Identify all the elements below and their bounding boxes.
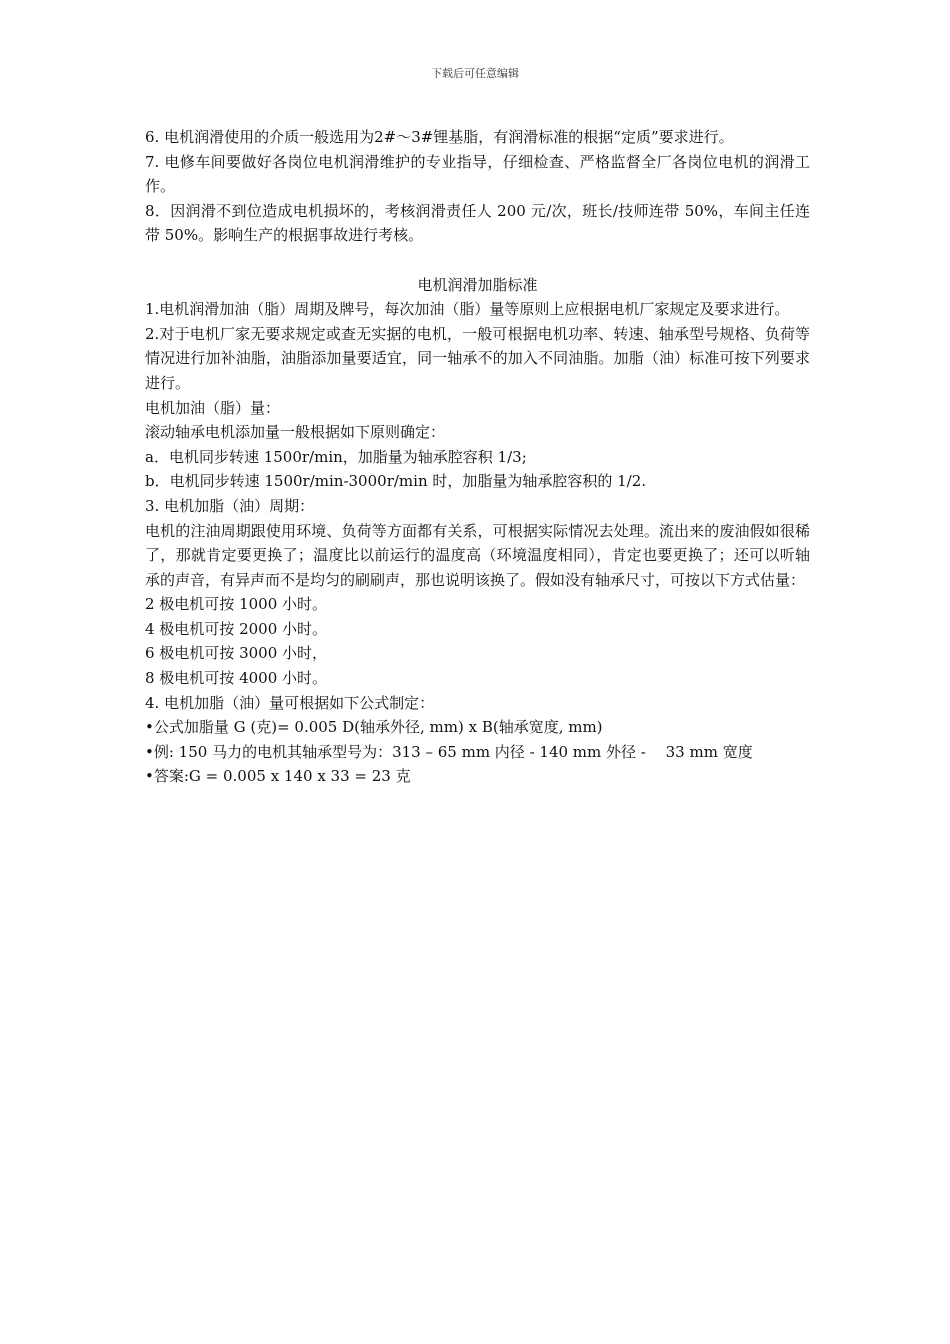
paragraph-formula-heading: 4. 电机加脂（油）量可根据如下公式制定： <box>145 693 435 712</box>
paragraph-example: •例: 150 马力的电机其轴承型号为：313 – 65 mm 内径 - 140 mm 外径 - 33 mm 宽度 <box>145 742 753 761</box>
paragraph-item-6: 6. 电机润滑使用的介质一般选用为2#～3#锂基脂，有润滑标准的根据“定质”要求进行。 <box>145 128 734 146</box>
paragraph-grease-amount-heading: 电机加油（脂）量： <box>145 398 281 417</box>
paragraph-period-heading: 3. 电机加脂（油）周期： <box>145 496 315 515</box>
paragraph-grease-amount-principle: 滚动轴承电机添加量一般根据如下原则确定： <box>145 423 446 442</box>
document-body <box>145 125 810 789</box>
paragraph-2-pole: 2 极电机可按 1000 小时。 <box>145 595 328 614</box>
paragraph-rule-1: 1.电机润滑加油（脂）周期及牌号，每次加油（脂）量等原则上应根据电机厂家规定及要求进行。 <box>145 300 790 319</box>
paragraph-rule-2: 2.对于电机厂家无要求规定或查无实据的电机，一般可根据电机功率、转速、轴承型号规格、负荷等情况进行加补油脂，油脂添加量要适宜，同一轴承不的加入不同油脂。加脂（油）标准可按下列要求进行。 <box>145 324 810 392</box>
page-header: 下载后可任意编辑 <box>431 67 519 80</box>
paragraph-answer: •答案:G = 0.005 x 140 x 33 = 23 克 <box>145 767 411 786</box>
paragraph-period-description: 电机的注油周期跟使用环境、负荷等方面都有关系，可根据实际情况去处理。流出来的废油假如很稀了，那就肯定要更换了；温度比以前运行的温度高（环境温度相同），肯定也要更换了；还可以听轴承的声音，有异声而不是均匀的刷刷声，那也说明该换了。假如没有轴承尺寸，可按以下方式估量： <box>145 521 810 589</box>
paragraph-4-pole: 4 极电机可按 2000 小时。 <box>145 619 328 638</box>
paragraph-6-pole: 6 极电机可按 3000 小时， <box>145 644 328 663</box>
paragraph-item-a: a．电机同步转速 1500r/min，加脂量为轴承腔容积 1/3; <box>145 447 527 466</box>
section-title: 电机润滑加脂标准 <box>417 275 538 294</box>
paragraph-item-b: b．电机同步转速 1500r/min-3000r/min 时，加脂量为轴承腔容积的 1/2. <box>145 472 647 491</box>
paragraph-item-8: 8．因润滑不到位造成电机损坏的，考核润滑责任人 200 元/次，班长/技师连带 50%，车间主任连带 50%。影响生产的根据事故进行考核。 <box>145 201 810 245</box>
blank-line <box>145 248 810 273</box>
paragraph-item-7: 7. 电修车间要做好各岗位电机润滑维护的专业指导，仔细检查、严格监督全厂各岗位电机的润滑工作。 <box>145 152 810 196</box>
paragraph-formula: •公式加脂量 G (克)= 0.005 D(轴承外径, mm) x B(轴承宽度, mm) <box>145 718 603 737</box>
paragraph-8-pole: 8 极电机可按 4000 小时。 <box>145 669 328 688</box>
